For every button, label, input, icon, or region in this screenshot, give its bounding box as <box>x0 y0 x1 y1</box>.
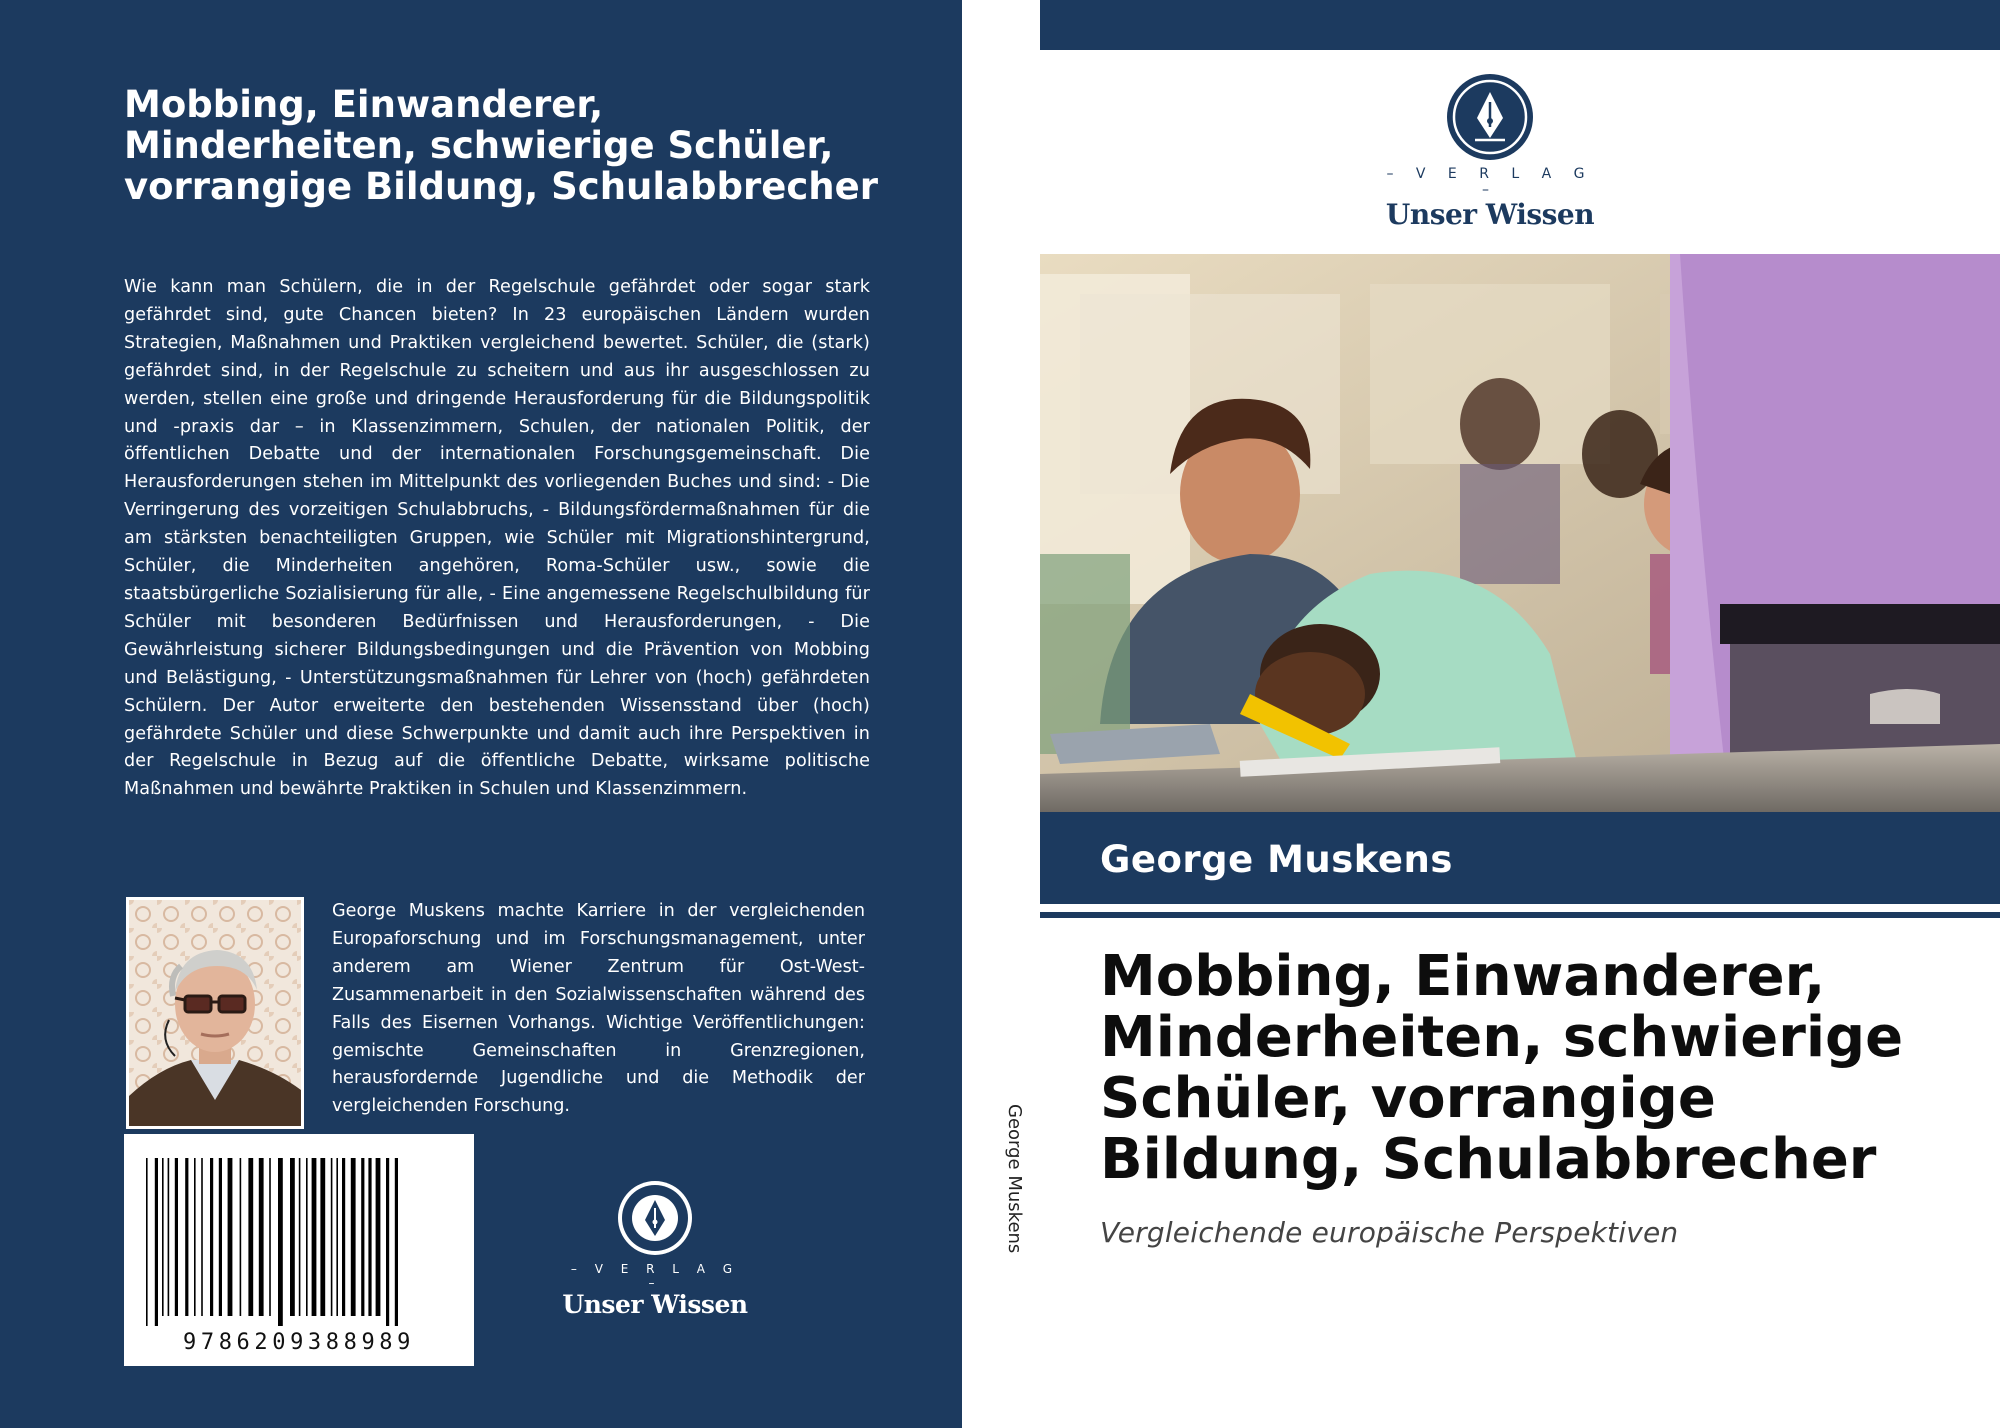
barcode-bar <box>194 1158 196 1316</box>
barcode-bar <box>342 1158 345 1316</box>
spine-author: George Muskens <box>1004 1104 1025 1254</box>
barcode-bar <box>361 1158 364 1316</box>
front-author-name: George Muskens <box>1100 838 1453 881</box>
barcode-bar <box>175 1158 178 1316</box>
barcode-bar <box>368 1158 371 1316</box>
barcode-bar <box>162 1158 164 1316</box>
front-cover-subtitle: Vergleichende europäische Perspektiven <box>1100 1216 1679 1249</box>
barcode-bar <box>210 1158 213 1316</box>
barcode-bar <box>248 1158 253 1316</box>
back-cover <box>0 0 962 1428</box>
barcode-bar <box>240 1158 242 1316</box>
author-biography: George Muskens machte Karriere in der vergleichenden Europaforschung und im Forschungsmanagement, unter anderem am Wiener Zentrum für Ost-West-Zusammenarbeit in den Sozialwissenschaften während des Falls des Eisernen Vorhangs. Wichtige Veröffentlichungen: gemischte Gemeinschaften in Grenzregionen, herausfordernde Jugendliche und die Methodik der vergleichenden Forschung. <box>332 901 865 1117</box>
pen-nib-logo-icon <box>615 1178 695 1258</box>
barcode-bar <box>395 1158 398 1326</box>
barcode-bar <box>185 1158 188 1316</box>
author-portrait-image <box>126 897 304 1129</box>
front-logo-name: Unser Wissen <box>1385 198 1595 231</box>
front-cover <box>1040 0 2000 1428</box>
barcode-bar <box>306 1158 308 1316</box>
barcode-bar <box>320 1158 325 1316</box>
back-logo-verlag-text: – V E R L A G – <box>570 1262 740 1290</box>
barcode-bar <box>336 1158 338 1316</box>
barcode-bar <box>386 1158 389 1326</box>
divider-rule <box>1040 912 2000 918</box>
barcode-bar <box>312 1158 317 1316</box>
barcode-bar <box>269 1158 271 1316</box>
barcode-bar <box>299 1158 301 1316</box>
front-cover-title: Mobbing, Einwanderer, Minderheiten, schwierige Schüler, vorrangige Bildung, Schulabbrecher <box>1100 944 1904 1192</box>
back-logo-name: Unser Wissen <box>562 1290 748 1319</box>
barcode-bar <box>168 1158 170 1316</box>
barcode-bar <box>219 1158 222 1316</box>
front-top-bar <box>1040 0 2000 50</box>
barcode-bar <box>376 1158 381 1316</box>
barcode-bar <box>351 1158 356 1316</box>
front-logo-verlag-text: – V E R L A G – <box>1386 166 1594 198</box>
back-cover-blurb: Wie kann man Schülern, die in der Regelschule gefährdet oder sogar stark gefährdet sind, gute Chancen bieten? In 23 europäischen Ländern wurden Strategien, Maßnahmen und Praktiken vergleichend bewertet. Schüler, die (stark) gefährdet sind, in der Regelschule zu scheitern und aus ihr ausgeschlossen zu werden, stellen eine große und dringende Herausforderung für die Bildungspolitik und -praxis dar – in Klassenzimmern, Schulen, der nationalen Politik, der öffentlichen Debatte und der internationalen Forschungsgemeinschaft. Die Herausforderungen stehen im Mittelpunkt des vorliegenden Buches und sind: - Die Verringerung des vorzeitigen Schulabbruchs, - Bildungsfördermaßnahmen für die am stärksten benachteiligten Gruppen, wie Schüler mit Migrationshintergrund, Schüler, die Minderheiten angehören, Roma-Schüler usw., sowie die staatsbürgerliche Sozialisierung für alle, - Eine angemessene Regelschulbildung für Schüler mit besonderen Bedürfnissen und Herausforderungen, - Die Gewährleistung sicherer Bildungsbedingungen und die Prävention von Mobbing und Belästigung, - Unterstützungsmaßnahmen für Lehrer von (hoch) gefährdeten Schülern. Der Autor erweiterte den bestehenden Wissensstand über (hoch) gefährdete Schüler und diese Schwerpunkte und damit auch ihre Perspektiven in der Regelschule in Bezug auf die öffentliche Debatte, wirksame politische Maßnahmen und bewährte Praktiken in Schulen und Klassenzimmern. <box>124 277 870 800</box>
barcode-bar <box>259 1158 264 1316</box>
author-band <box>1040 812 2000 904</box>
classroom-photo-image <box>1040 254 2000 812</box>
barcode-bar <box>290 1158 295 1316</box>
back-cover-title: Mobbing, Einwanderer, Minderheiten, schwierige Schüler, vorrangige Bildung, Schulabbrecher <box>124 83 878 208</box>
isbn-number: 9786209388989 <box>183 1330 415 1355</box>
barcode-bar <box>146 1158 148 1326</box>
back-publisher-logo <box>560 1178 750 1318</box>
barcode-bar <box>201 1158 203 1316</box>
pen-nib-logo-icon <box>1445 72 1535 162</box>
barcode-bar <box>331 1158 333 1316</box>
barcode-bar <box>278 1158 283 1326</box>
front-publisher-logo <box>1380 72 1600 231</box>
barcode-icon <box>124 1134 474 1366</box>
barcode-bar <box>155 1158 158 1326</box>
barcode-bar <box>228 1158 233 1316</box>
